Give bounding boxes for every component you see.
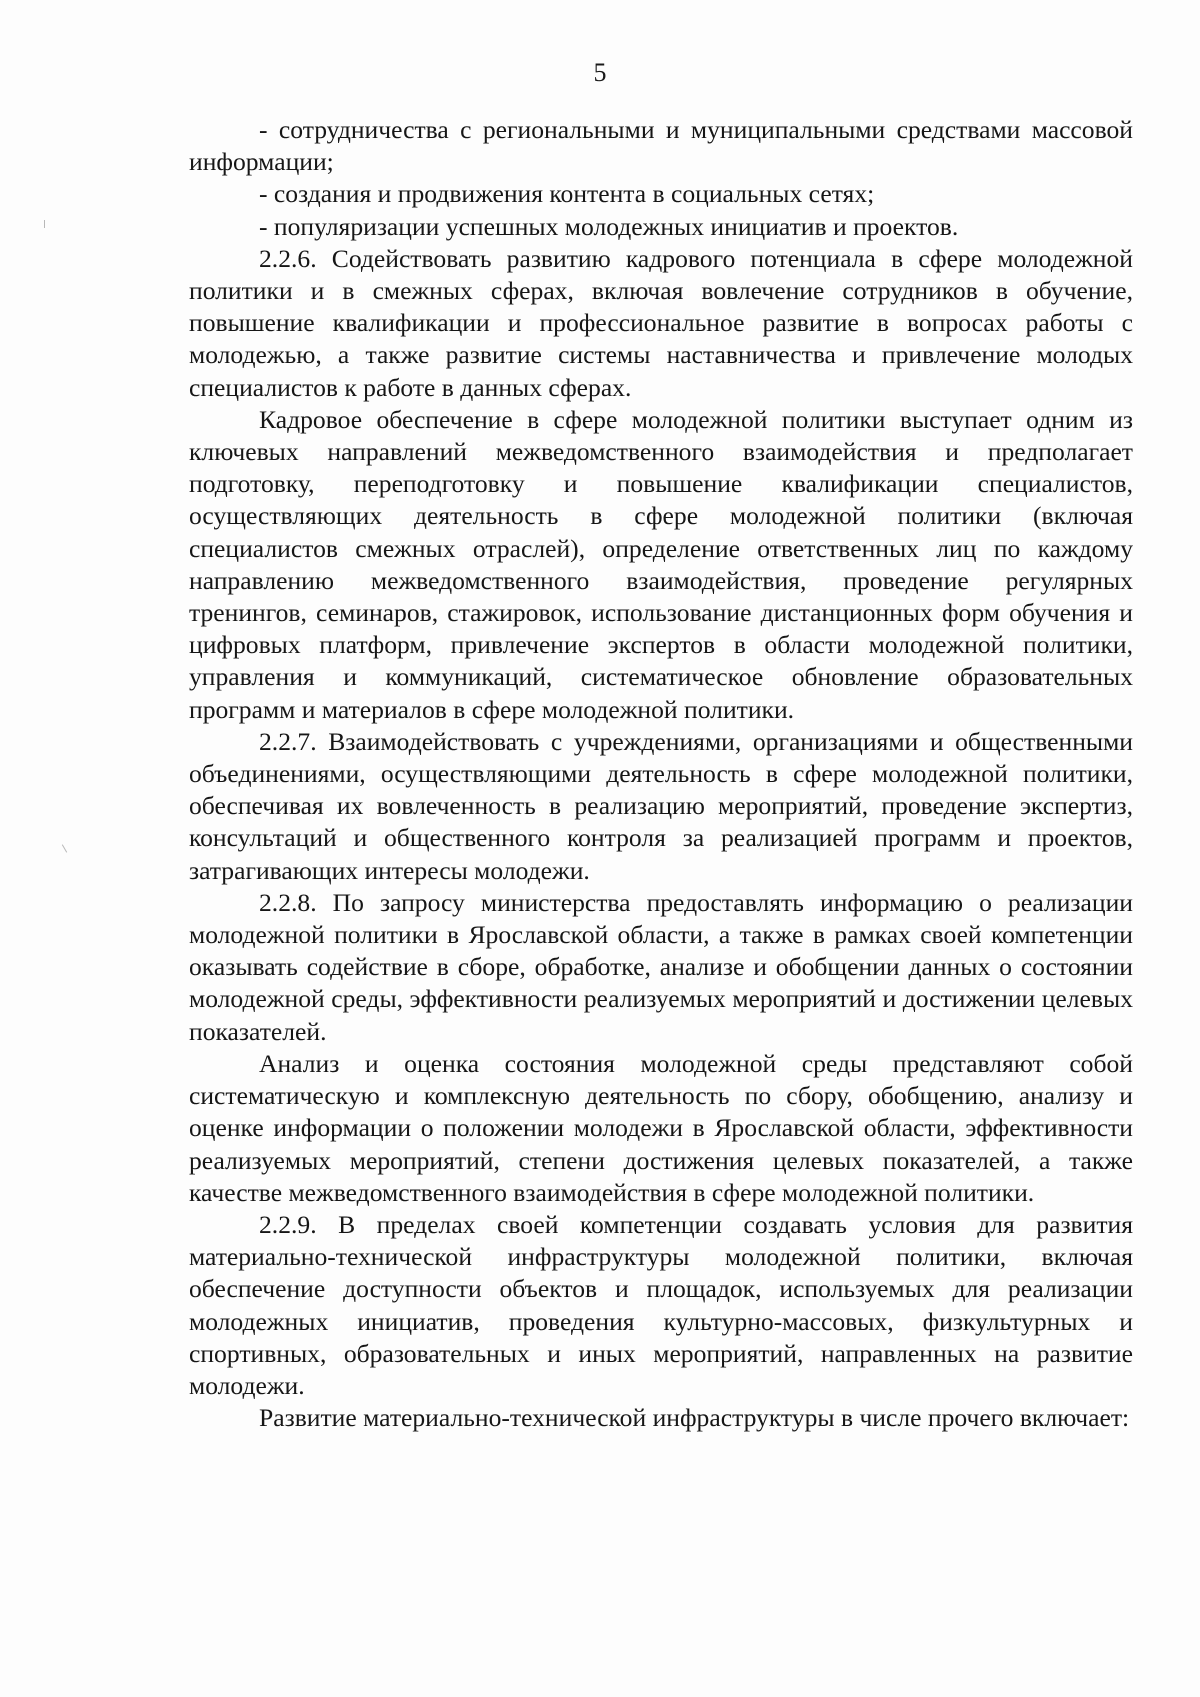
paragraph-popularization: - популяризации успешных молодежных инициатив и проектов. (259, 211, 959, 241)
paragraph-social-content: - создания и продвижения контента в социальных сетях; (259, 179, 875, 209)
paragraph-2-2-6: 2.2.6. Содействовать развитию кадрового потенциала в сфере молодежной политики и в смежных сферах, включая вовлечение сотрудников в обучение, повышение квалификации и профессиональное развитие в вопросах работы с молодежью, а также развитие системы наставничества и привлечение молодых специалистов к работе в данных сферах. (189, 243, 1133, 402)
paragraph-2-2-8: 2.2.8. По запросу министерства предоставлять информацию о реализации молодежной политики в Ярославской области, а также в рамках своей компетенции оказывать содействие в сборе, обработке, анализе и обобщении данных о состоянии молодежной среды, эффективности реализуемых мероприятий и достижении целевых показателей. (189, 887, 1133, 1046)
paragraph-2-2-9: 2.2.9. В пределах своей компетенции создавать условия для развития материально-технической инфраструктуры молодежной политики, включая обеспечение доступности объектов и площадок, используемых для реализации молодежных инициатив, проведения культурно-массовых, физкультурных и спортивных, образовательных и иных мероприятий, направленных на развитие молодежи. (189, 1209, 1133, 1400)
document-body (189, 114, 1133, 1434)
scan-speck (62, 844, 67, 852)
paragraph-cooperation-media: - сотрудничества с региональными и муниципальными средствами массовой информации; (189, 115, 1133, 177)
paragraph-staffing: Кадровое обеспечение в сфере молодежной политики выступает одним из ключевых направлений межведомственного взаимодействия и предполагает подготовку, переподготовку и повышение квалификации специалистов, осуществляющих деятельность в сфере молодежной политики (включая специалистов смежных отраслей), определение ответственных лиц по каждому направлению межведомственного взаимодействия, проведение регулярных тренингов, семинаров, стажировок, использование дистанционных форм обучения и цифровых платформ, привлечение экспертов в области молодежной политики, управления и коммуникаций, систематическое обновление образовательных программ и материалов в сфере молодежной политики. (189, 404, 1133, 724)
paragraph-infrastructure: Развитие материально-технической инфраструктуры в числе прочего включает: (259, 1403, 1130, 1433)
paragraph-2-2-7: 2.2.7. Взаимодействовать с учреждениями, организациями и общественными объединениями, осуществляющими деятельность в сфере молодежной политики, обеспечивая их вовлеченность в реализацию мероприятий, проведение экспертиз, консультаций и общественного контроля за реализацией программ и проектов, затрагивающих интересы молодежи. (189, 726, 1133, 885)
scan-speck (44, 220, 45, 228)
paragraph-analysis: Анализ и оценка состояния молодежной среды представляют собой систематическую и комплексную деятельность по сбору, обобщению, анализу и оценке информации о положении молодежи в Ярославской области, эффективности реализуемых мероприятий, степени достижения целевых показателей, а также качестве межведомственного взаимодействия в сфере молодежной политики. (189, 1048, 1133, 1207)
page-number: 5 (593, 58, 607, 87)
